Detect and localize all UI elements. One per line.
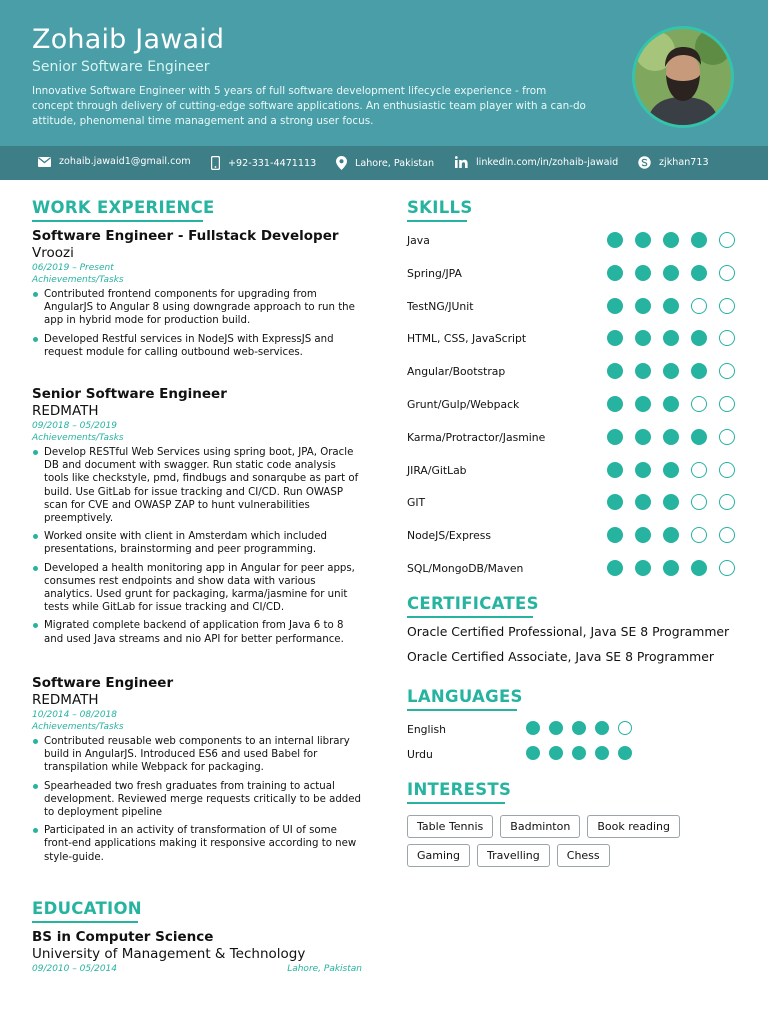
candidate-role: Senior Software Engineer (32, 59, 210, 75)
rating-dots (607, 494, 735, 510)
list-item: Contributed frontend components for upgrading from AngularJS to Angular 8 using downgrade approach to run the app in hybrid mode for production build. (32, 288, 362, 328)
section-underline (407, 709, 517, 711)
language-name: English (407, 723, 446, 736)
candidate-name: Zohaib Jawaid (32, 24, 225, 55)
education-meta (32, 964, 362, 974)
phone-text: +92-331-4471113 (228, 157, 317, 169)
interest-tag: Travelling (477, 844, 550, 867)
education-location: Lahore, Pakistan (287, 964, 362, 974)
section-title-interests: INTERESTS (407, 780, 512, 799)
skill-name: Grunt/Gulp/Webpack (407, 398, 520, 411)
rating-dot-empty (719, 396, 735, 412)
language-row (407, 746, 647, 762)
interest-tag: Badminton (500, 815, 580, 838)
section-underline (407, 802, 505, 804)
rating-dot-filled (607, 494, 623, 510)
rating-dot-filled (691, 330, 707, 346)
rating-dot-filled (663, 265, 679, 281)
rating-dot-empty (719, 527, 735, 543)
job-bullets (32, 446, 362, 646)
rating-dot-empty (691, 396, 707, 412)
list-item: Developed Restful services in NodeJS with ExpressJS and request module for calling outbound web-services. (32, 333, 362, 359)
rating-dot-filled (607, 265, 623, 281)
rating-dot-filled (691, 560, 707, 576)
job-achievements-label: Achievements/Tasks (32, 275, 124, 285)
linkedin-icon (455, 156, 468, 168)
list-item: Spearheaded two fresh graduates from training to actual development. Reviewed merge requests critically to be added to deployment pipeline (32, 780, 362, 820)
job-title: Software Engineer (32, 675, 174, 691)
rating-dot-filled (607, 462, 623, 478)
rating-dot-filled (549, 721, 563, 735)
rating-dots (607, 429, 735, 445)
job-bullets (32, 288, 362, 359)
rating-dot-filled (607, 330, 623, 346)
rating-dot-filled (572, 746, 586, 760)
rating-dots (607, 462, 735, 478)
rating-dot-filled (595, 721, 609, 735)
skill-name: TestNG/JUnit (407, 299, 474, 313)
interest-tag: Gaming (407, 844, 470, 867)
rating-dot-filled (635, 396, 651, 412)
job-achievements-label: Achievements/Tasks (32, 722, 124, 732)
rating-dot-empty (691, 527, 707, 543)
rating-dot-empty (719, 298, 735, 314)
skill-row (407, 560, 737, 578)
job-company: REDMATH (32, 403, 99, 419)
rating-dot-filled (572, 721, 586, 735)
job-achievements-label: Achievements/Tasks (32, 433, 124, 443)
rating-dot-filled (663, 298, 679, 314)
rating-dot-empty (719, 462, 735, 478)
rating-dot-filled (607, 298, 623, 314)
rating-dot-filled (663, 494, 679, 510)
list-item: Developed a health monitoring app in Angular for peer apps, consumes rest endpoints and show data with various analytics. Used grunt for packaging, karma/jasmine for unit tests while GitLab for issue tracking and CI/CD. (32, 562, 362, 615)
list-item: Participated in an activity of transformation of UI of some front-end applications making it responsive according to new style-guide. (32, 824, 362, 864)
education-entry (32, 929, 362, 974)
section-underline (407, 616, 533, 618)
rating-dot-filled (635, 330, 651, 346)
rating-dot-empty (719, 265, 735, 281)
skill-name: NodeJS/Express (407, 529, 492, 543)
education-date: 09/2010 – 05/2014 (32, 964, 117, 974)
rating-dot-filled (607, 527, 623, 543)
rating-dot-empty (719, 232, 735, 248)
job-company: REDMATH (32, 692, 99, 708)
skill-row (407, 363, 737, 381)
rating-dot-filled (663, 396, 679, 412)
phone-icon (211, 156, 220, 170)
rating-dot-filled (691, 265, 707, 281)
rating-dots (607, 298, 735, 314)
job-company: Vroozi (32, 245, 74, 261)
section-title-education: EDUCATION (32, 899, 142, 918)
section-title-skills: SKILLS (407, 198, 473, 217)
email-icon (38, 157, 51, 167)
certificate-item: Oracle Certified Professional, Java SE 8 Programmer (407, 624, 730, 639)
rating-dot-filled (691, 429, 707, 445)
rating-dot-filled (607, 363, 623, 379)
rating-dot-filled (663, 330, 679, 346)
rating-dot-filled (663, 560, 679, 576)
interests-tags (407, 815, 727, 867)
rating-dot-filled (635, 265, 651, 281)
rating-dot-empty (719, 363, 735, 379)
rating-dot-filled (663, 232, 679, 248)
rating-dot-filled (607, 429, 623, 445)
job-date: 06/2019 – Present (32, 263, 114, 273)
skill-name: Karma/Protractor/Jasmine (407, 430, 546, 444)
rating-dot-filled (635, 527, 651, 543)
interest-tag: Book reading (587, 815, 680, 838)
education-school: University of Management & Technology (32, 946, 306, 962)
skype-text: zjkhan713 (659, 157, 709, 168)
section-title-certificates: CERTIFICATES (407, 594, 539, 613)
skill-name: SQL/MongoDB/Maven (407, 562, 524, 575)
rating-dot-filled (635, 494, 651, 510)
skill-row (407, 396, 737, 414)
profile-photo-icon (635, 29, 731, 125)
rating-dot-filled (618, 746, 632, 760)
skill-row (407, 298, 737, 316)
rating-dots (607, 527, 735, 543)
skill-name: JIRA/GitLab (407, 463, 467, 477)
education-degree: BS in Computer Science (32, 929, 214, 945)
rating-dots (607, 265, 735, 281)
job-entry-vroozi (32, 228, 362, 364)
rating-dot-empty (719, 330, 735, 346)
list-item: Develop RESTful Web Services using spring boot, JPA, Oracle DB and document with swagger. Run static code analysis tools like checkstyle, pmd, findbugs and sonarqube as part of build. Use GitLab for issue tracking and CI/CD. Run OWASP scan for CVE and OWASP ZAP to hunt vulnerabilities preemptively. (32, 446, 362, 525)
rating-dot-filled (607, 560, 623, 576)
language-name: Urdu (407, 748, 433, 761)
section-title-work: WORK EXPERIENCE (32, 198, 215, 217)
rating-dot-filled (595, 746, 609, 760)
interest-tag: Chess (557, 844, 610, 867)
email-text: zohaib.jawaid1@gmail.com (59, 156, 191, 167)
skill-row (407, 429, 737, 447)
job-title: Software Engineer - Fullstack Developer (32, 228, 339, 244)
skype-icon (638, 156, 651, 169)
list-item: Worked onsite with client in Amsterdam which included presentations, brainstorming and peer programming. (32, 530, 362, 556)
skill-name: HTML, CSS, JavaScript (407, 332, 527, 346)
rating-dot-filled (663, 363, 679, 379)
rating-dots (607, 363, 735, 379)
job-date: 09/2018 – 05/2019 (32, 421, 117, 431)
rating-dot-filled (691, 232, 707, 248)
rating-dot-empty (691, 494, 707, 510)
rating-dot-filled (635, 363, 651, 379)
skill-name: Angular/Bootstrap (407, 365, 506, 379)
rating-dots (607, 560, 735, 576)
rating-dots (526, 721, 632, 735)
certificate-item: Oracle Certified Associate, Java SE 8 Programmer (407, 649, 714, 664)
job-date: 10/2014 – 08/2018 (32, 710, 117, 720)
rating-dot-empty (719, 494, 735, 510)
rating-dot-filled (635, 429, 651, 445)
language-row (407, 721, 647, 737)
section-underline (32, 921, 138, 923)
rating-dots (526, 746, 632, 760)
rating-dots (607, 232, 735, 248)
contact-phone[interactable] (211, 156, 316, 170)
skill-name: Spring/JPA (407, 266, 462, 280)
rating-dot-filled (549, 746, 563, 760)
rating-dot-filled (691, 363, 707, 379)
rating-dot-filled (607, 396, 623, 412)
resume-header (0, 0, 768, 146)
job-entry-redmath-senior (32, 386, 362, 651)
list-item: Contributed reusable web components to an internal library build in AngularJS. Introduced ES6 and used Babel for transpilation while Webpack for packaging. (32, 735, 362, 775)
rating-dot-filled (635, 462, 651, 478)
summary-text: Innovative Software Engineer with 5 years of full software development lifecycle experience - from concept through delivery of cutting-edge software applications. An enthusiastic team player with a can-do attitude, phenomenal time management and a strong user focus. (32, 85, 586, 127)
contact-location (336, 156, 434, 170)
skill-row (407, 527, 737, 545)
linkedin-text: linkedin.com/in/zohaib-jawaid (476, 156, 619, 168)
rating-dot-empty (618, 721, 632, 735)
rating-dot-filled (526, 721, 540, 735)
contact-email[interactable] (38, 156, 191, 167)
rating-dot-filled (526, 746, 540, 760)
interest-tag: Table Tennis (407, 815, 493, 838)
rating-dot-filled (635, 560, 651, 576)
job-bullets (32, 735, 362, 864)
skill-name: Java (407, 234, 430, 247)
skill-row (407, 265, 737, 283)
list-item: Migrated complete backend of application from Java 6 to 8 and used Java streams and nio API for better performance. (32, 619, 362, 645)
job-title: Senior Software Engineer (32, 386, 227, 402)
section-underline (32, 220, 203, 222)
contact-bar (0, 146, 768, 180)
section-title-languages: LANGUAGES (407, 687, 523, 706)
skill-name: GIT (407, 496, 426, 510)
contact-linkedin[interactable] (455, 156, 618, 168)
location-text: Lahore, Pakistan (355, 157, 435, 169)
avatar (632, 26, 734, 128)
skill-row (407, 462, 737, 480)
skill-row (407, 494, 737, 512)
skill-row (407, 232, 737, 250)
contact-skype[interactable] (638, 156, 709, 169)
rating-dot-filled (663, 462, 679, 478)
rating-dot-filled (607, 232, 623, 248)
rating-dot-empty (719, 560, 735, 576)
rating-dot-filled (635, 298, 651, 314)
rating-dots (607, 330, 735, 346)
map-pin-icon (336, 156, 347, 170)
rating-dot-empty (719, 429, 735, 445)
rating-dot-filled (663, 527, 679, 543)
rating-dots (607, 396, 735, 412)
job-entry-redmath-engineer (32, 675, 362, 869)
skill-row (407, 330, 737, 348)
rating-dot-empty (691, 462, 707, 478)
rating-dot-filled (635, 232, 651, 248)
section-underline (407, 220, 467, 222)
rating-dot-filled (663, 429, 679, 445)
rating-dot-empty (691, 298, 707, 314)
